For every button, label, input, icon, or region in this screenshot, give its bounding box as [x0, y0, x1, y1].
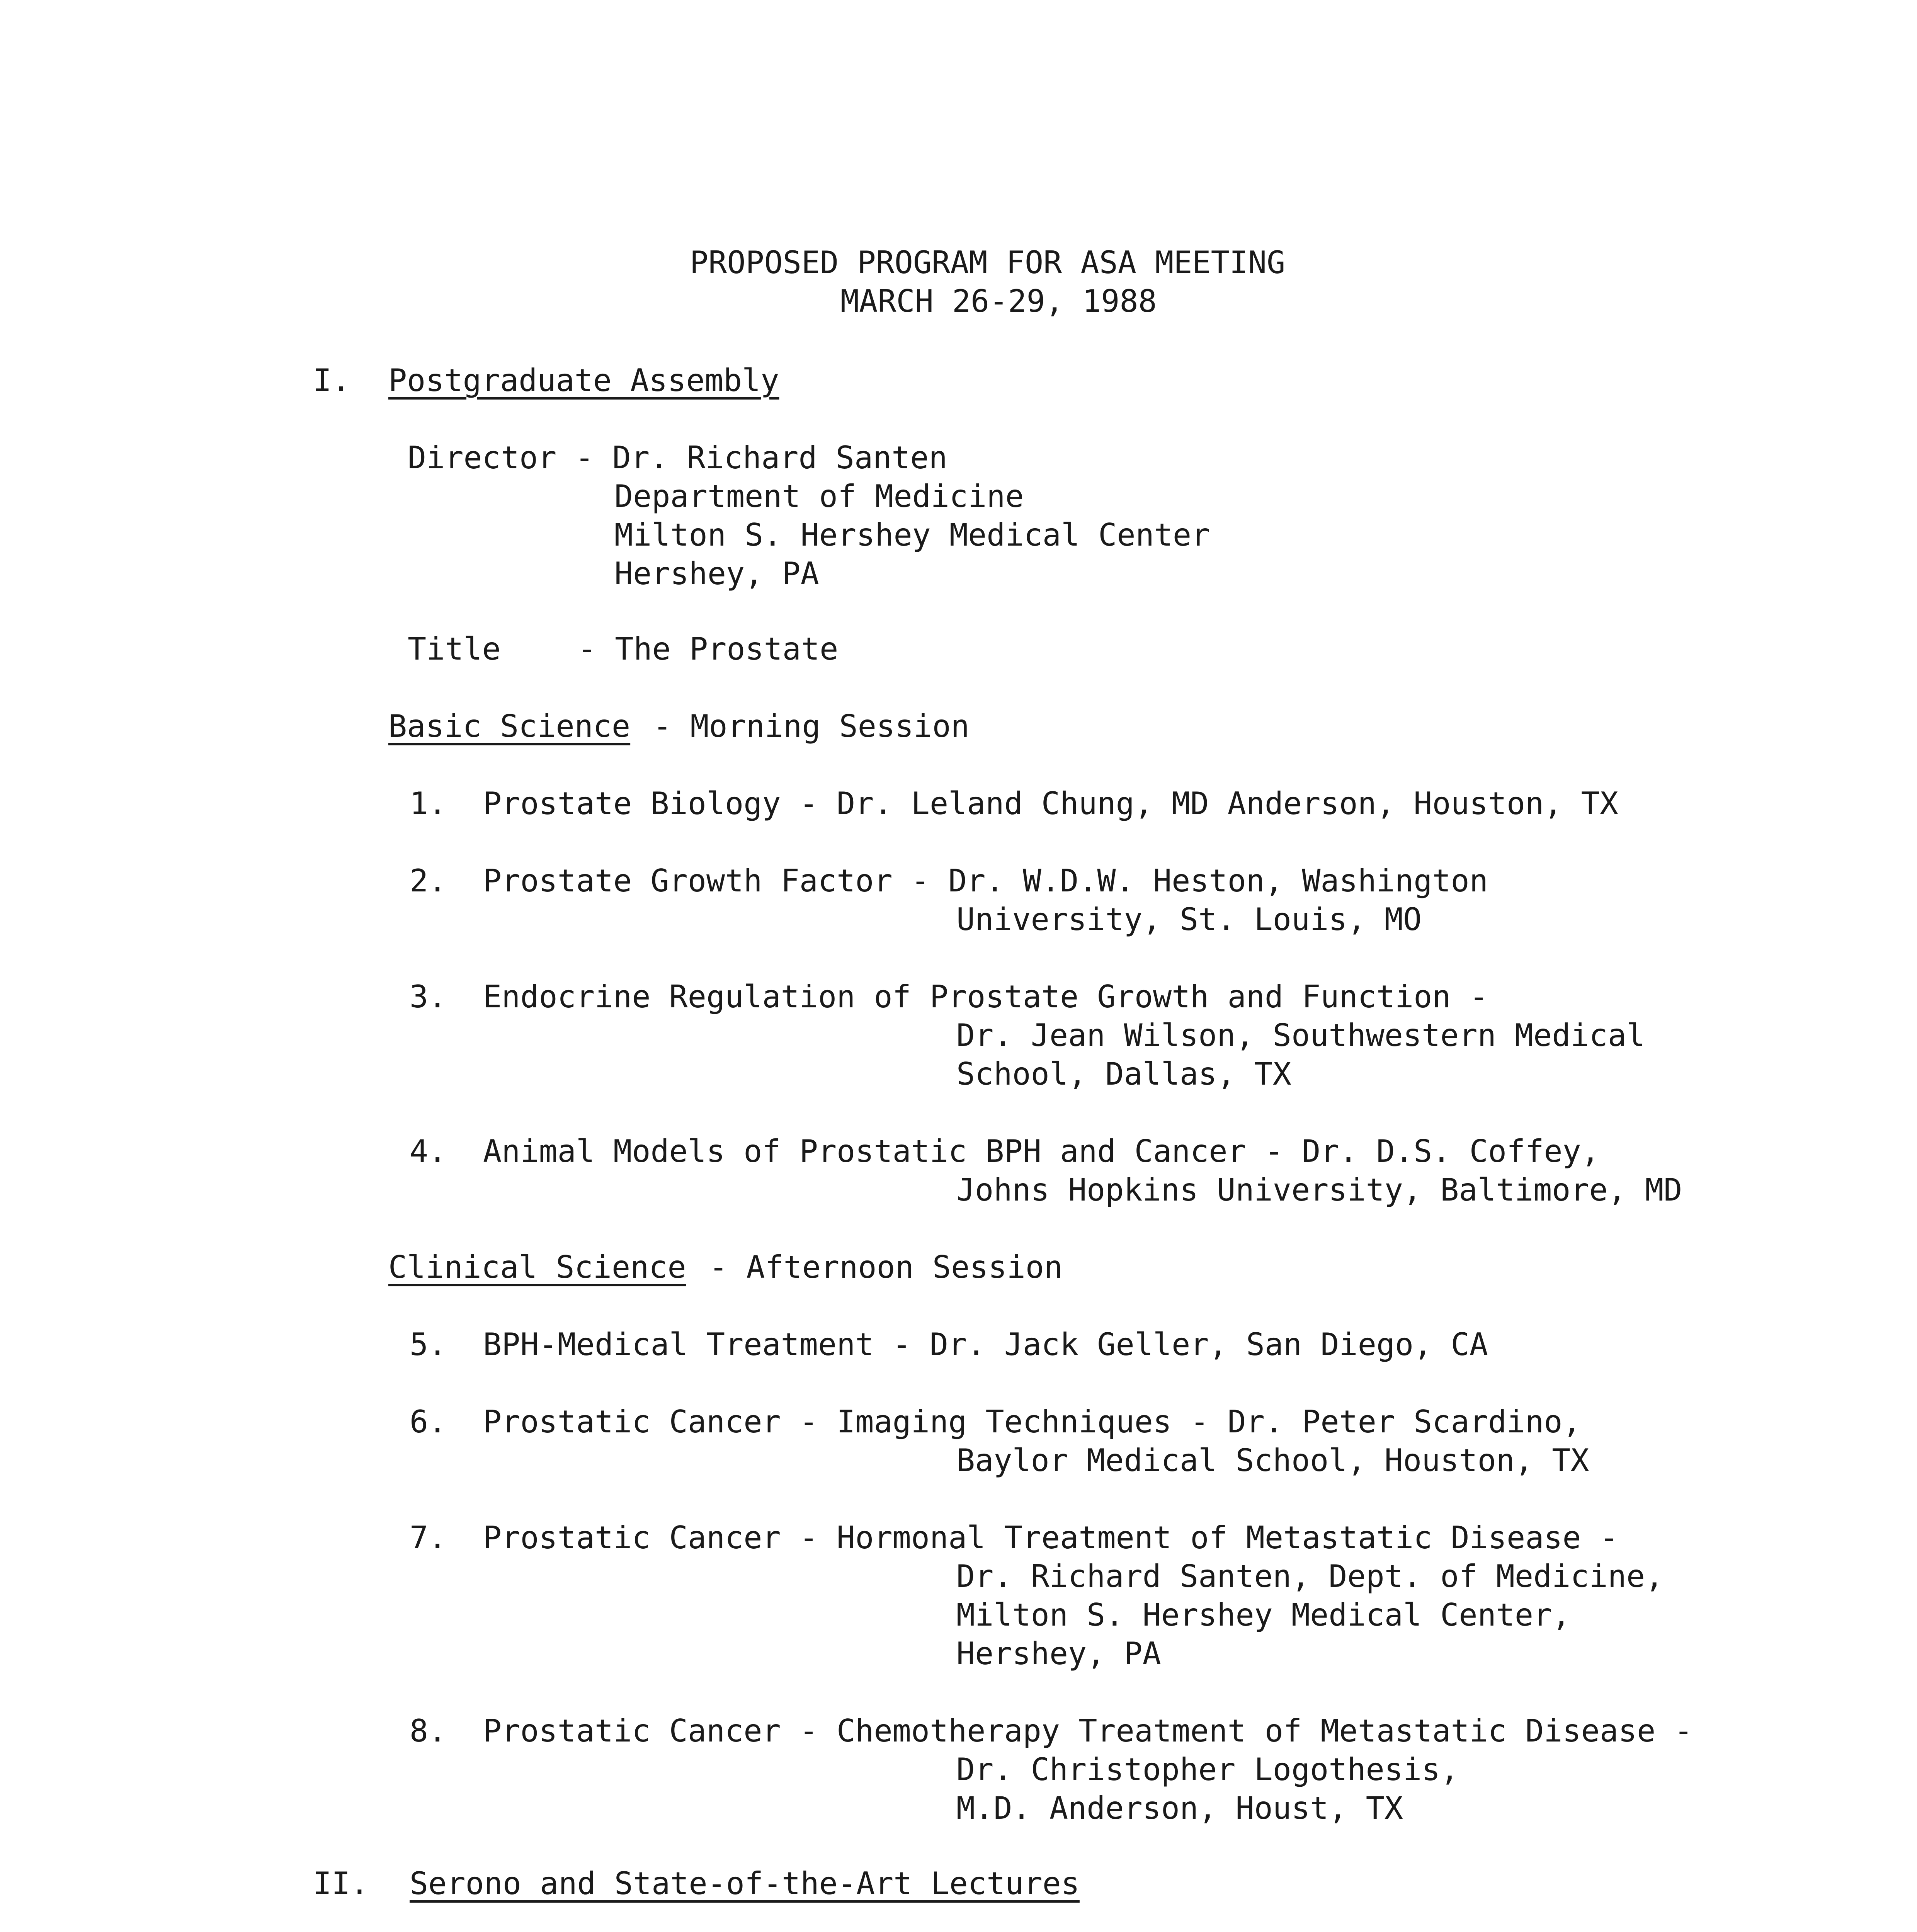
document-title: PROPOSED PROGRAM FOR ASA MEETING	[690, 245, 1286, 281]
list-item-continuation: Dr. Jean Wilson, Southwestern Medical	[956, 1017, 1645, 1053]
title-label: Title	[408, 631, 501, 667]
list-item-text: Endocrine Regulation of Prostate Growth and Function -	[483, 979, 1488, 1015]
list-item-number: 4.	[410, 1133, 447, 1169]
director-affiliation-line: Department of Medicine	[614, 478, 1024, 514]
list-item-text: Prostate Biology - Dr. Leland Chung, MD Anderson, Houston, TX	[483, 786, 1619, 821]
title-value: - The Prostate	[578, 631, 839, 667]
director-affiliation-line: Milton S. Hershey Medical Center	[614, 517, 1210, 553]
list-item-continuation: School, Dallas, TX	[956, 1056, 1291, 1092]
basic-science-session: - Morning Session	[653, 708, 970, 744]
list-item-number: 1.	[410, 786, 447, 821]
list-item-continuation: University, St. Louis, MO	[956, 901, 1422, 937]
list-item-number: 6.	[410, 1404, 447, 1440]
list-item-continuation: Dr. Richard Santen, Dept. of Medicine,	[956, 1558, 1664, 1594]
list-item-continuation: Johns Hopkins University, Baltimore, MD	[956, 1172, 1682, 1208]
section-2-heading: Serono and State-of-the-Art Lectures	[410, 1866, 1080, 1901]
list-item-continuation: Milton S. Hershey Medical Center,	[956, 1597, 1571, 1633]
list-item-continuation: Baylor Medical School, Houston, TX	[956, 1442, 1589, 1478]
section-1-heading: Postgraduate Assembly	[388, 362, 779, 398]
clinical-science-heading: Clinical Science	[388, 1249, 686, 1285]
director-affiliation-line: Hershey, PA	[614, 556, 819, 592]
list-item-number: 5.	[410, 1327, 447, 1362]
list-item-text: BPH-Medical Treatment - Dr. Jack Geller, San Diego, CA	[483, 1327, 1488, 1362]
section-2-numeral: II.	[313, 1866, 369, 1901]
list-item-text: Prostatic Cancer - Imaging Techniques - Dr. Peter Scardino,	[483, 1404, 1581, 1440]
basic-science-heading: Basic Science	[388, 708, 631, 744]
section-1-numeral: I.	[313, 362, 350, 398]
list-item-continuation: M.D. Anderson, Houst, TX	[956, 1790, 1403, 1826]
list-item-text: Prostatic Cancer - Hormonal Treatment of Metastatic Disease -	[483, 1520, 1619, 1556]
clinical-science-session: - Afternoon Session	[709, 1249, 1063, 1285]
meeting-dates: MARCH 26-29, 1988	[840, 283, 1157, 319]
list-item-number: 3.	[410, 979, 447, 1015]
list-item-text: Prostatic Cancer - Chemotherapy Treatment of Metastatic Disease -	[483, 1713, 1693, 1749]
list-item-text: Prostate Growth Factor - Dr. W.D.W. Heston, Washington	[483, 863, 1488, 899]
list-item-text: Animal Models of Prostatic BPH and Cancer - Dr. D.S. Coffey,	[483, 1133, 1600, 1169]
list-item-continuation: Hershey, PA	[956, 1636, 1161, 1672]
list-item-number: 7.	[410, 1520, 447, 1556]
list-item-number: 8.	[410, 1713, 447, 1749]
director-line: Director - Dr. Richard Santen	[408, 440, 947, 476]
list-item-number: 2.	[410, 863, 447, 899]
list-item-continuation: Dr. Christopher Logothesis,	[956, 1752, 1459, 1787]
